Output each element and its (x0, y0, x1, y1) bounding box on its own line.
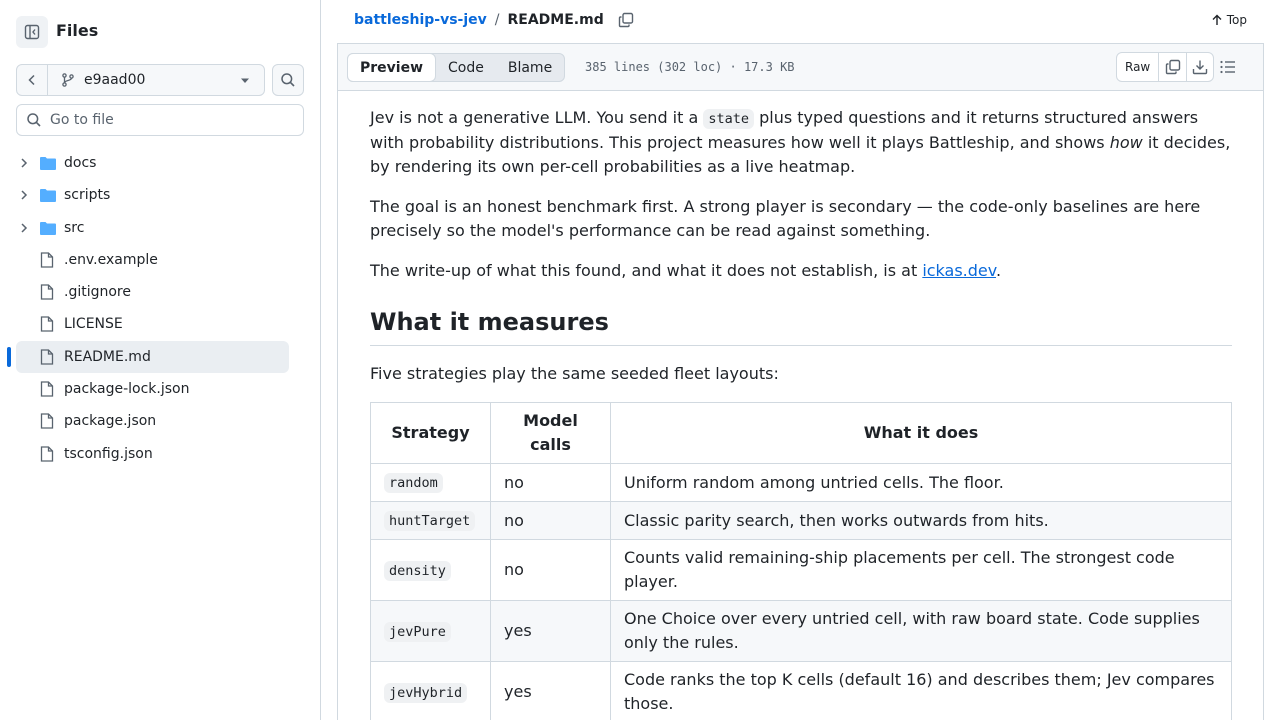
chevron-right-icon (18, 222, 30, 234)
tree-item-package-json[interactable] (16, 405, 289, 437)
breadcrumb-separator: / (494, 12, 500, 28)
tree-item-tsconfig[interactable] (16, 438, 289, 470)
search-files-button[interactable] (272, 64, 304, 96)
model-calls-cell: yes (491, 662, 611, 720)
table-row (371, 464, 1232, 502)
file-toolbar (337, 44, 1264, 91)
description-cell: Uniform random among untried cells. The floor. (611, 464, 1232, 502)
file-header (337, 0, 1264, 44)
tree-item-label: .gitignore (64, 284, 131, 301)
description-cell: Counts valid remaining-ship placements per cell. The strongest code player. (611, 540, 1232, 601)
raw-actions-group (1116, 52, 1214, 82)
inline-code-state: state (703, 109, 754, 129)
git-branch-icon (60, 72, 76, 88)
strategy-cell (371, 540, 491, 601)
writeup-link[interactable]: ickas.dev (922, 261, 996, 280)
chevron-right-icon (18, 157, 30, 169)
file-icon (40, 252, 54, 268)
model-calls-cell: no (491, 464, 611, 502)
strategy-cell (371, 464, 491, 502)
tree-item-label: README.md (64, 348, 151, 365)
table-row (371, 502, 1232, 540)
heading-what-it-measures: What it measures (370, 307, 1232, 346)
caret-down-icon (240, 77, 250, 85)
tree-item-env-example[interactable] (16, 244, 289, 276)
tree-item-gitignore[interactable] (16, 276, 289, 308)
arrow-up-icon (1211, 14, 1223, 26)
copy-path-button[interactable] (618, 12, 634, 28)
strategy-code: jevPure (384, 622, 451, 642)
file-icon (40, 413, 54, 429)
file-viewer (337, 0, 1264, 720)
paragraph-writeup (370, 259, 1232, 283)
file-icon (40, 316, 54, 332)
top-label: Top (1226, 13, 1247, 27)
collapse-sidebar-button[interactable] (16, 16, 48, 48)
file-icon (40, 284, 54, 300)
tree-item-label: docs (64, 155, 97, 171)
tree-item-docs[interactable] (16, 147, 289, 179)
tree-item-scripts[interactable] (16, 179, 289, 211)
paragraph-strategies: Five strategies play the same seeded fleet layouts: (370, 364, 779, 383)
copy-raw-button[interactable] (1159, 53, 1186, 81)
folder-icon (40, 156, 56, 170)
table-header-row (371, 403, 1232, 464)
emphasis-how: how (1109, 133, 1143, 152)
tree-item-label: tsconfig.json (64, 445, 153, 462)
text-run: plus typed questions and it returns structured answers with probability distributions. This project measures how well it plays Battleship, and shows (370, 108, 1199, 152)
strategy-code: density (384, 561, 451, 581)
tree-item-label: LICENSE (64, 316, 123, 333)
strategy-code: jevHybrid (384, 683, 467, 703)
table-row (371, 540, 1232, 601)
readme-content (337, 91, 1264, 720)
folder-icon (40, 221, 56, 235)
description-cell: One Choice over every untried cell, with raw board state. Code supplies only the rules. (611, 601, 1232, 662)
tree-item-readme[interactable] (16, 341, 289, 373)
tree-item-label: package-lock.json (64, 381, 190, 398)
breadcrumb-file-name: README.md (507, 12, 604, 28)
chevron-right-icon (18, 189, 30, 201)
table-row (371, 601, 1232, 662)
description-cell: Code ranks the top K cells (default 16) and describes them; Jev compares those. (611, 662, 1232, 720)
tree-item-license[interactable] (16, 308, 289, 340)
list-unordered-icon (1219, 58, 1237, 76)
file-icon (40, 349, 54, 365)
sidebar-collapse-icon (24, 24, 40, 40)
model-calls-cell: no (491, 540, 611, 601)
top-button[interactable] (1211, 13, 1247, 27)
strategy-code: random (384, 473, 443, 493)
tree-item-label: package.json (64, 413, 157, 430)
paragraph-intro (370, 106, 1232, 179)
paragraph-goal: The goal is an honest benchmark first. A strong player is secondary — the code-only baselines are here precisely so the model's performance can be read against something. (370, 197, 1201, 240)
strategy-cell (371, 662, 491, 720)
tab-preview[interactable]: Preview (347, 53, 436, 82)
strategy-cell (371, 502, 491, 540)
tree-item-src[interactable] (16, 212, 289, 244)
text-run: The write-up of what this found, and what it does not establish, is at (370, 261, 923, 280)
text-run: . (996, 261, 1002, 280)
download-button[interactable] (1186, 53, 1213, 81)
copy-icon (618, 12, 634, 28)
search-icon (26, 112, 42, 128)
branch-select[interactable] (48, 65, 264, 95)
strategy-code: huntTarget (384, 511, 475, 531)
branch-name: e9aad00 (84, 72, 146, 88)
tree-item-label: scripts (64, 187, 111, 204)
markdown-body (370, 91, 1232, 720)
tree-item-label: .env.example (64, 251, 158, 268)
column-header-what-it-does: What it does (611, 403, 1232, 464)
model-calls-cell: no (491, 502, 611, 540)
table-row (371, 662, 1232, 720)
download-icon (1192, 59, 1208, 75)
description-cell: Classic parity search, then works outwards from hits. (611, 502, 1232, 540)
breadcrumb-repo-link[interactable]: battleship-vs-jev (354, 12, 487, 28)
text-run: it decides, by rendering its own per-cell probabilities as a live heatmap. (370, 133, 1231, 176)
back-button[interactable] (17, 65, 48, 95)
column-header-model-calls: Model calls (491, 403, 611, 464)
file-icon (40, 446, 54, 462)
chevron-left-icon (24, 72, 40, 88)
outline-button[interactable] (1219, 58, 1237, 80)
model-calls-cell: yes (491, 601, 611, 662)
view-mode-tabs (347, 53, 565, 82)
raw-button[interactable]: Raw (1117, 53, 1159, 81)
text-run: Jev is not a generative LLM. You send it a (370, 108, 704, 127)
file-tree-sidebar (0, 0, 321, 720)
file-meta: 385 lines (302 loc) · 17.3 KB (585, 60, 795, 74)
go-to-file-input[interactable] (50, 112, 290, 128)
go-to-file-box (16, 104, 304, 136)
file-icon (40, 381, 54, 397)
sidebar-title: Files (56, 21, 99, 40)
copy-icon (1165, 59, 1181, 75)
search-icon (280, 72, 296, 88)
tab-code[interactable]: Code (448, 59, 484, 76)
tree-item-package-lock[interactable] (16, 373, 289, 405)
column-header-strategy: Strategy (371, 403, 491, 464)
file-tree (16, 147, 289, 470)
tree-item-label: src (64, 219, 85, 236)
strategy-table (370, 402, 1232, 720)
breadcrumb (354, 12, 634, 28)
tab-blame[interactable]: Blame (507, 59, 553, 76)
strategy-cell (371, 601, 491, 662)
folder-icon (40, 188, 56, 202)
branch-picker-group (16, 64, 265, 96)
